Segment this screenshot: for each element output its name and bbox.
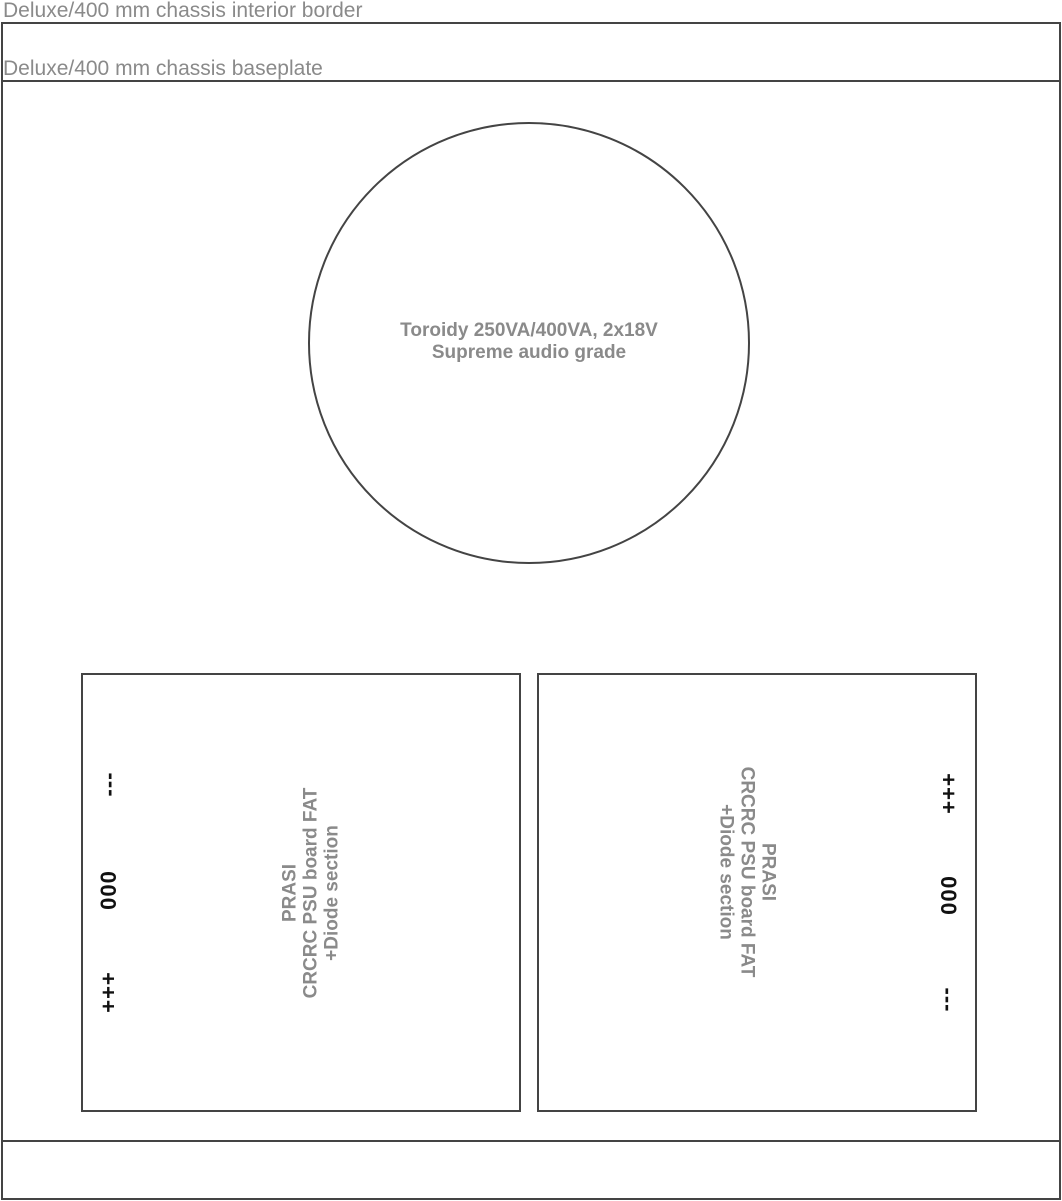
psu-right-terminal-pos: +++ <box>936 773 961 815</box>
psu-left-terminal-gnd: 000 <box>96 870 121 910</box>
psu-right-terminal-gnd: 000 <box>936 876 961 916</box>
psu-board-left-label <box>280 763 343 1023</box>
psu-right-line3: +Diode section <box>715 804 737 940</box>
psu-left-line1: PRASI <box>279 863 301 923</box>
psu-left-line2: CRCRC PSU board FAT <box>300 787 322 999</box>
psu-right-line1: PRASI <box>757 842 779 902</box>
psu-board-right-label <box>716 742 779 1002</box>
psu-left-line3: +Diode section <box>321 825 343 961</box>
psu-left-terminal-neg: --- <box>96 771 121 797</box>
toroid-label-line2: Supreme audio grade <box>431 342 627 363</box>
interior-border-label: Deluxe/400 mm chassis interior border <box>3 0 363 22</box>
psu-left-terminal-pos: +++ <box>96 971 121 1013</box>
toroid-label <box>308 320 750 364</box>
psu-right-terminal-neg: --- <box>936 987 961 1013</box>
psu-right-line2: CRCRC PSU board FAT <box>736 766 758 978</box>
baseplate-label: Deluxe/400 mm chassis baseplate <box>3 57 323 80</box>
toroid-label-line1: Toroidy 250VA/400VA, 2x18V <box>400 320 658 341</box>
